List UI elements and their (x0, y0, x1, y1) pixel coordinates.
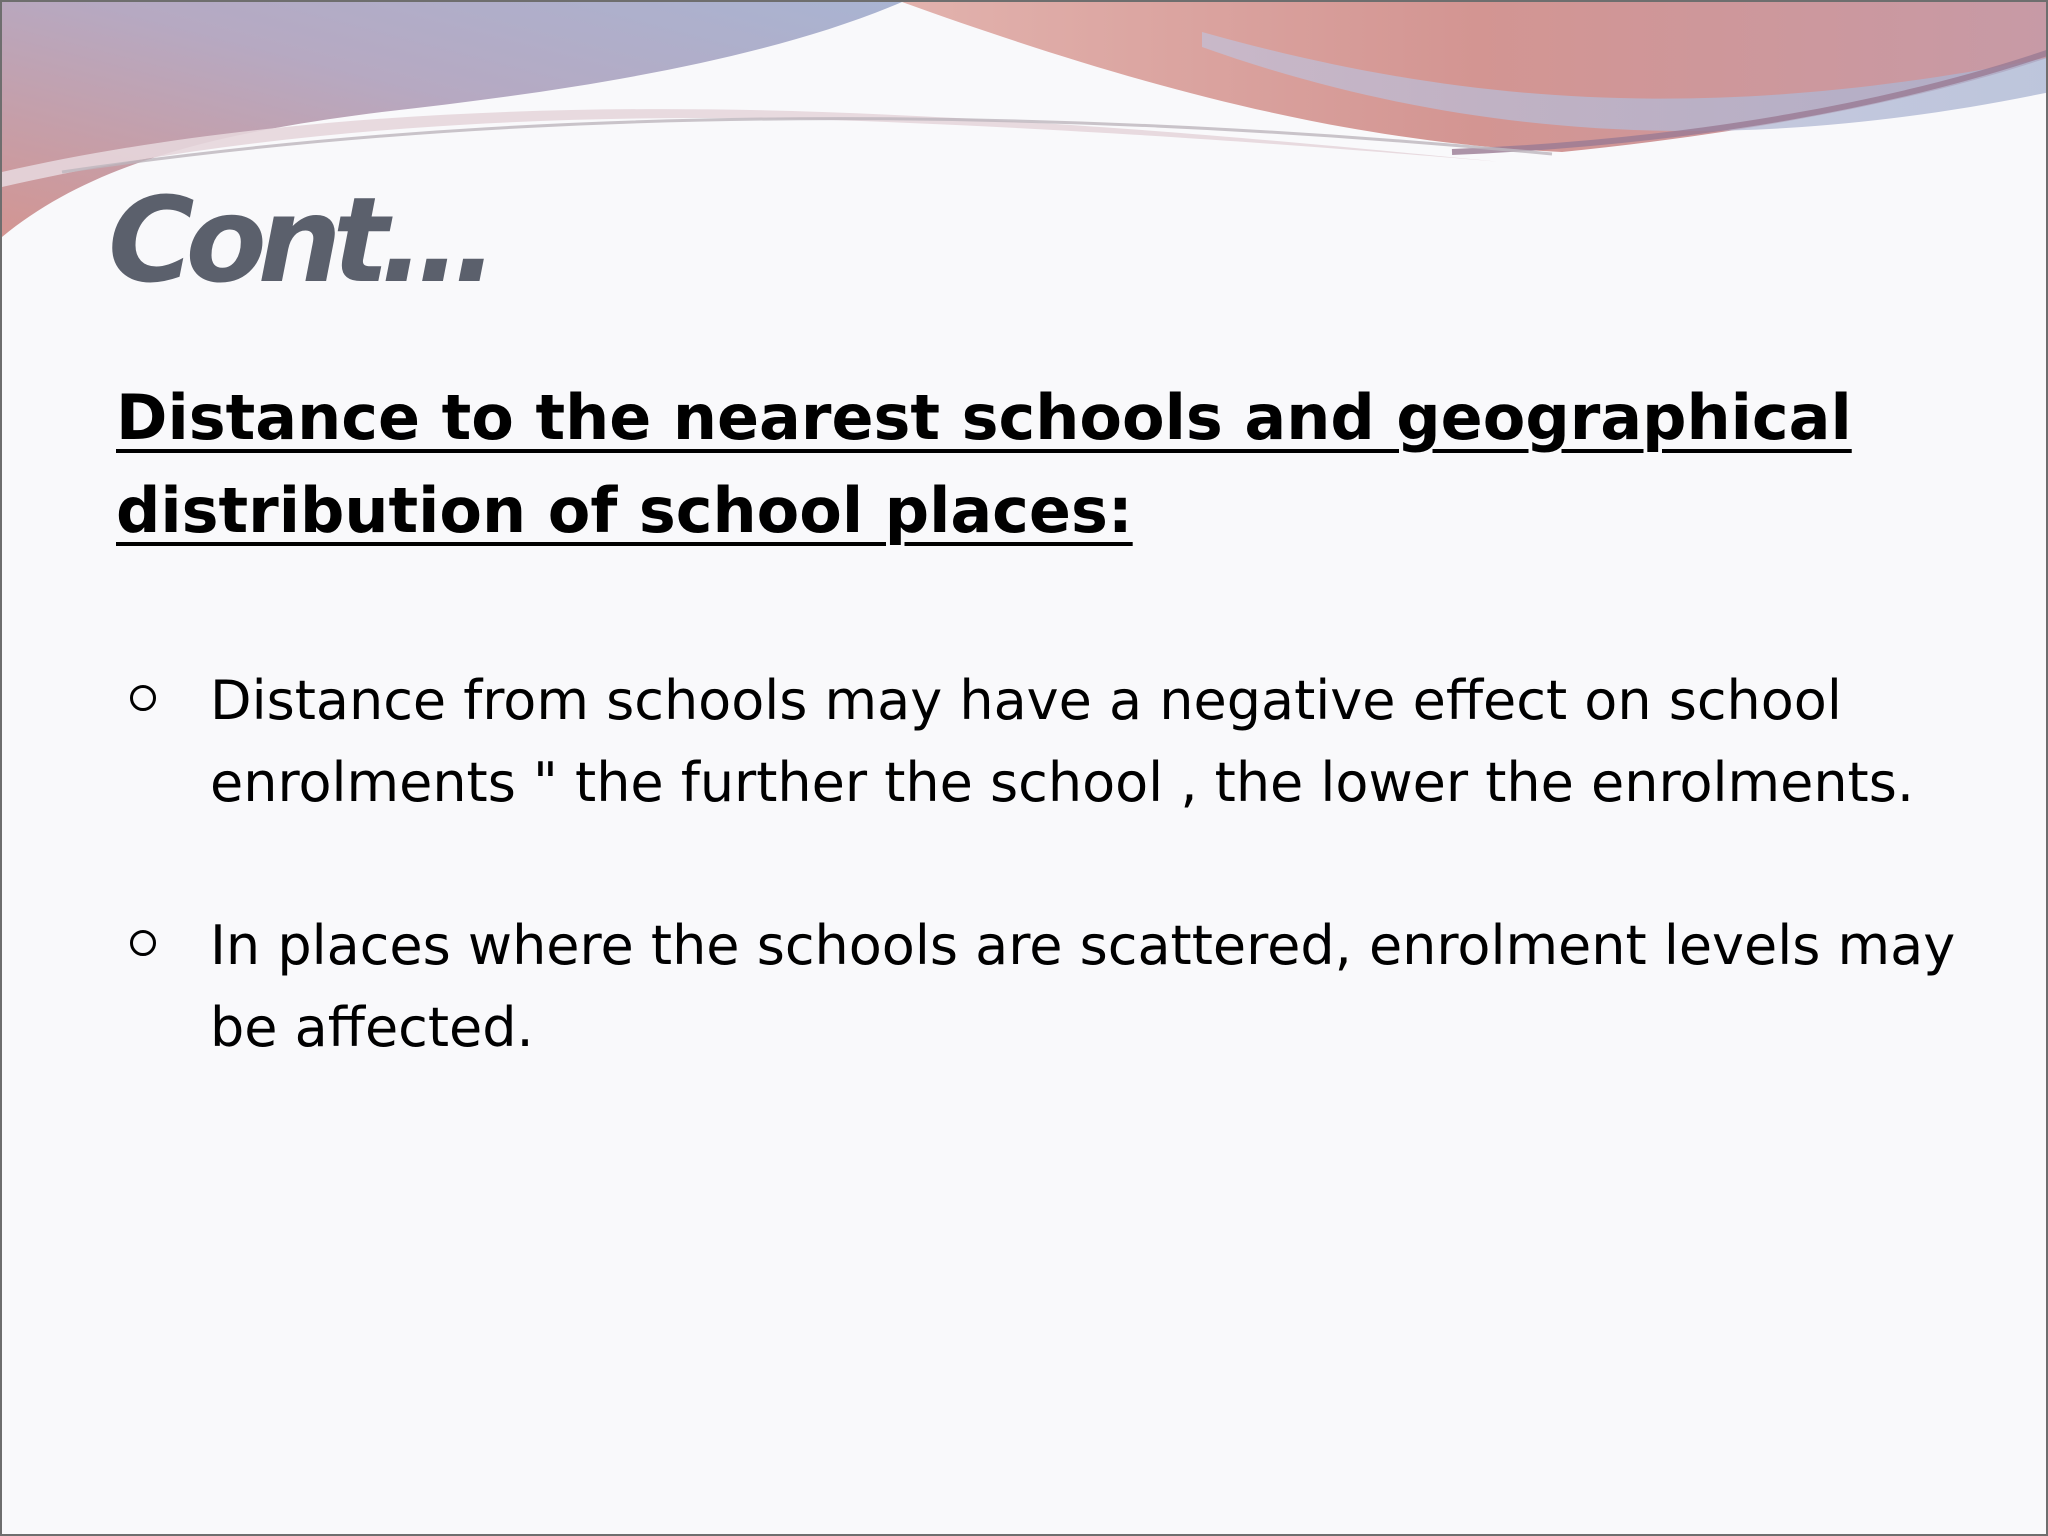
bullet-text: Distance from schools may have a negative effect on school enrolments " the further the school , the lower the enrolments. (210, 669, 1915, 814)
slide-title: Cont… (108, 171, 490, 309)
hollow-circle-bullet-icon (130, 685, 156, 711)
hollow-circle-bullet-icon (130, 930, 156, 956)
section-heading: Distance to the nearest schools and geographical distribution of school places: (116, 381, 1852, 547)
bullet-text: In places where the schools are scattered, enrolment levels may be affected. (210, 914, 1956, 1059)
